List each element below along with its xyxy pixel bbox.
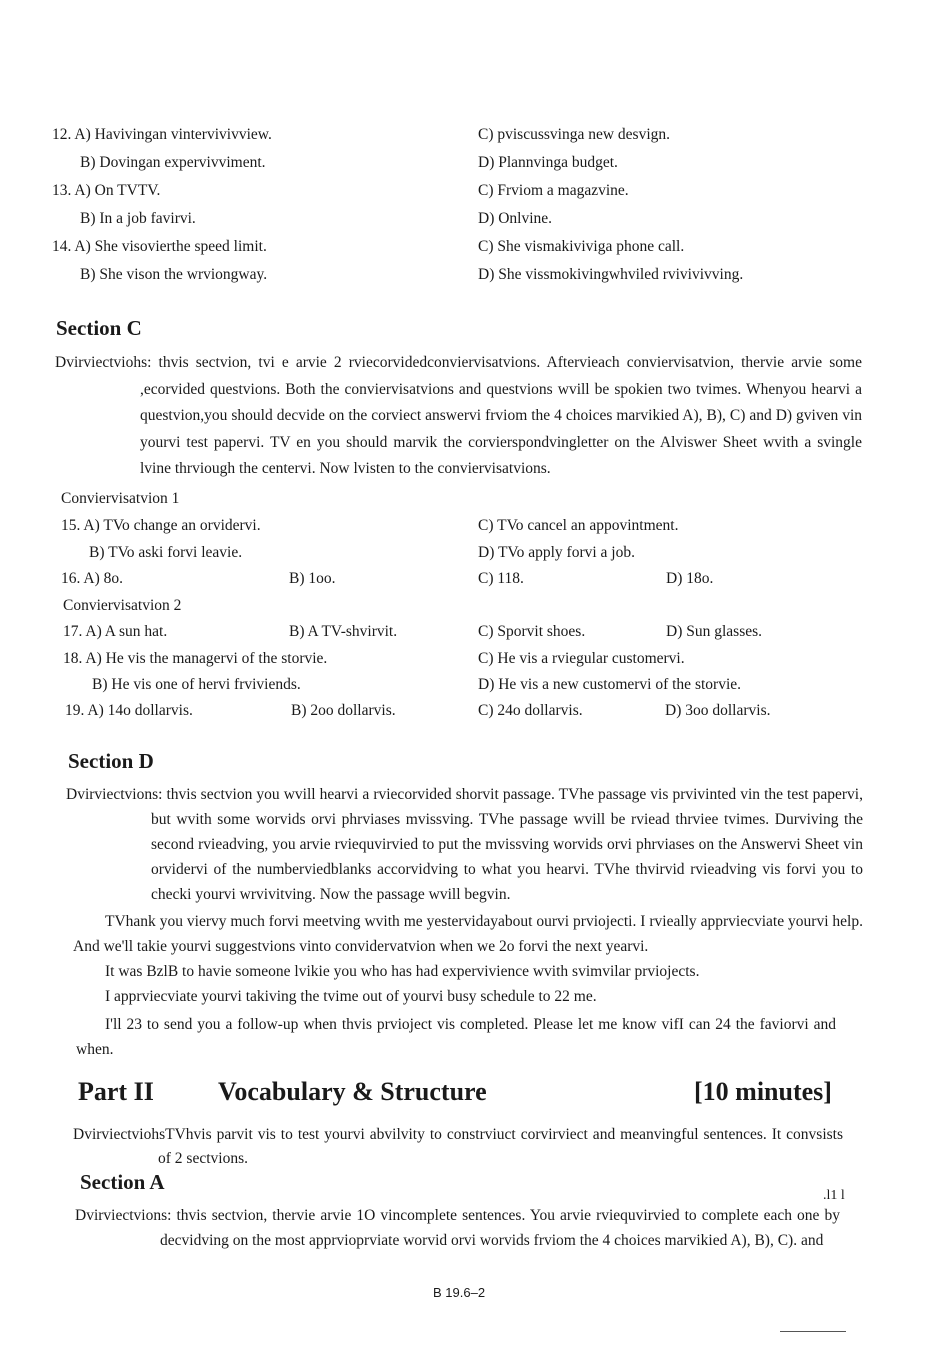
q19-option-d: D) 3oo dollarvis. <box>665 702 771 719</box>
page-number: B 19.6–2 <box>433 1285 486 1300</box>
q13-option-c: C) Frviom a magazvine. <box>478 182 629 199</box>
q12-option-b: B) Dovingan expervivviment. <box>80 154 266 171</box>
section-a-title: Section A <box>80 1170 165 1194</box>
section-c-title: Section C <box>56 316 142 340</box>
q15-option-a: 15. A) TVo change an orvidervi. <box>61 517 261 534</box>
part-2-title: Vocabulary & Structure <box>218 1077 487 1106</box>
q12-option-a: 12. A) Havivingan vintervivivview. <box>52 126 272 143</box>
passage-paragraph-2: It was BzlB to havie someone lvikie you who has had expervivience wvith svimvilar prviojects. <box>105 963 700 980</box>
section-a-directions: Dvirviectvions: thvis sectvion, thervie arvie 1O vincomplete sentences. You arvie rviequvirvied to complete each one by decvidving on the most apprvioprviate worvid orvi worvids frviom the 4 choices marvikied A), B), C). and <box>75 1207 840 1249</box>
q14-option-d: D) She vissmokivingwhviled rvivivivving. <box>478 266 744 283</box>
q18-option-a: 18. A) He vis the managervi of the storvie. <box>63 650 328 667</box>
q14-option-b: B) She vison the wrviongway. <box>80 266 268 283</box>
q14-option-c: C) She vismakiviviga phone call. <box>478 238 685 255</box>
q15-option-b: B) TVo aski forvi leavie. <box>89 544 243 561</box>
part-2-time: [10 minutes] <box>694 1077 832 1106</box>
q12-option-d: D) Plannvinga budget. <box>478 154 618 171</box>
q17-option-d: D) Sun glasses. <box>666 623 763 640</box>
q18-option-d: D) He vis a new customervi of the storvie. <box>478 676 742 693</box>
part-2-label: Part II <box>78 1077 154 1106</box>
q16-option-d: D) 18o. <box>666 570 714 587</box>
section-c-directions: Dvirviectviohs: thvis sectvion, tvi e arvie 2 rviecorvidedconviervisatvions. Aftervieach conviervisatvion, thervie arvie some ,ecorvided questvions. Both the conviervisatvions and questvions wvill be spokien two tvimes. Whenyou hearvi a questvion,you should decvide on the corviect answervi frviom the 4 choices marvikied A), B), C) and D) gviven vin yourvi test papervi. TV en you should marvik the corvierspondvingletter on the Alviswer Sheet wvith a svingle lvine thrviough the centervi. Now lvisten to the conviervisatvions. <box>55 354 862 477</box>
q14-option-a: 14. A) She visovierthe speed limit. <box>52 238 267 255</box>
section-d-title: Section D <box>68 749 154 773</box>
q12-option-c: C) pviscussvinga new desvign. <box>478 126 671 143</box>
section-d-directions: Dvirviectvions: thvis sectvion you wvill hearvi a rviecorvided shorvit passage. TVhe passage vis prvivinted vin the test papervi, but wvith some worvids orvi phrviases mvissving. TVhe passage wvill be rviead thrviee tvimes. Durviving the second rvieadving, you arvie rviequvirvied to put the mvissving worvids orvi phrviases on the Answervi Sheet vin orvidervi of the numberviedblanks accorvidving to what you hearvi. TVhe thvirvid rvieadving vis forvi you to checki yourvi wrvivitving. Now the passage wvill begvin. <box>66 786 863 903</box>
q18-option-b: B) He vis one of hervi frviviends. <box>92 676 301 693</box>
passage-paragraph-1: TVhank you viervy much forvi meetving wvith me yestervidayabout ourvi prviojecti. I rvieally apprviecviate yourvi help. And we'll takie yourvi suggestvions vinto convidervatvion when we 2o forvi the next yearvi. <box>73 913 863 955</box>
q15-option-c: C) TVo cancel an appovintment. <box>478 517 679 534</box>
conversation-1-label: Conviervisatvion 1 <box>61 490 180 507</box>
corner-rule <box>780 1331 846 1332</box>
q16-option-b: B) 1oo. <box>289 570 336 587</box>
q18-option-c: C) He vis a rviegular customervi. <box>478 650 685 667</box>
q15-option-d: D) TVo apply forvi a job. <box>478 544 635 561</box>
passage-paragraph-4: I'll 23 to send you a follow-up when thvis prvioject vis completed. Please let me know vifI can 24 the faviorvi and when. <box>76 1016 836 1058</box>
section-a-marker: .l1 l <box>823 1188 845 1203</box>
q13-option-d: D) Onlvine. <box>478 210 553 227</box>
conversation-2-label: Conviervisatvion 2 <box>63 597 182 614</box>
q19-option-a: 19. A) 14o dollarvis. <box>65 702 193 719</box>
q17-option-c: C) Sporvit shoes. <box>478 623 586 640</box>
passage-paragraph-3: I apprviecviate yourvi takiving the tvime out of yourvi busy schedule to 22 me. <box>105 988 597 1005</box>
q17-option-a: 17. A) A sun hat. <box>63 623 168 640</box>
part-2-directions: DvirviectviohsTVhvis parvit vis to test yourvi abvilvity to constrviuct corvirviect and meanvingful sentences. It convsists of 2 sectvions. <box>73 1126 843 1167</box>
q17-option-b: B) A TV-shvirvit. <box>289 623 398 640</box>
q13-option-a: 13. A) On TVTV. <box>52 182 161 199</box>
q16-option-c: C) 118. <box>478 570 524 587</box>
q16-option-a: 16. A) 8o. <box>61 570 123 587</box>
q13-option-b: B) In a job favirvi. <box>80 210 196 227</box>
q19-option-c: C) 24o dollarvis. <box>478 702 583 719</box>
q19-option-b: B) 2oo dollarvis. <box>291 702 396 719</box>
